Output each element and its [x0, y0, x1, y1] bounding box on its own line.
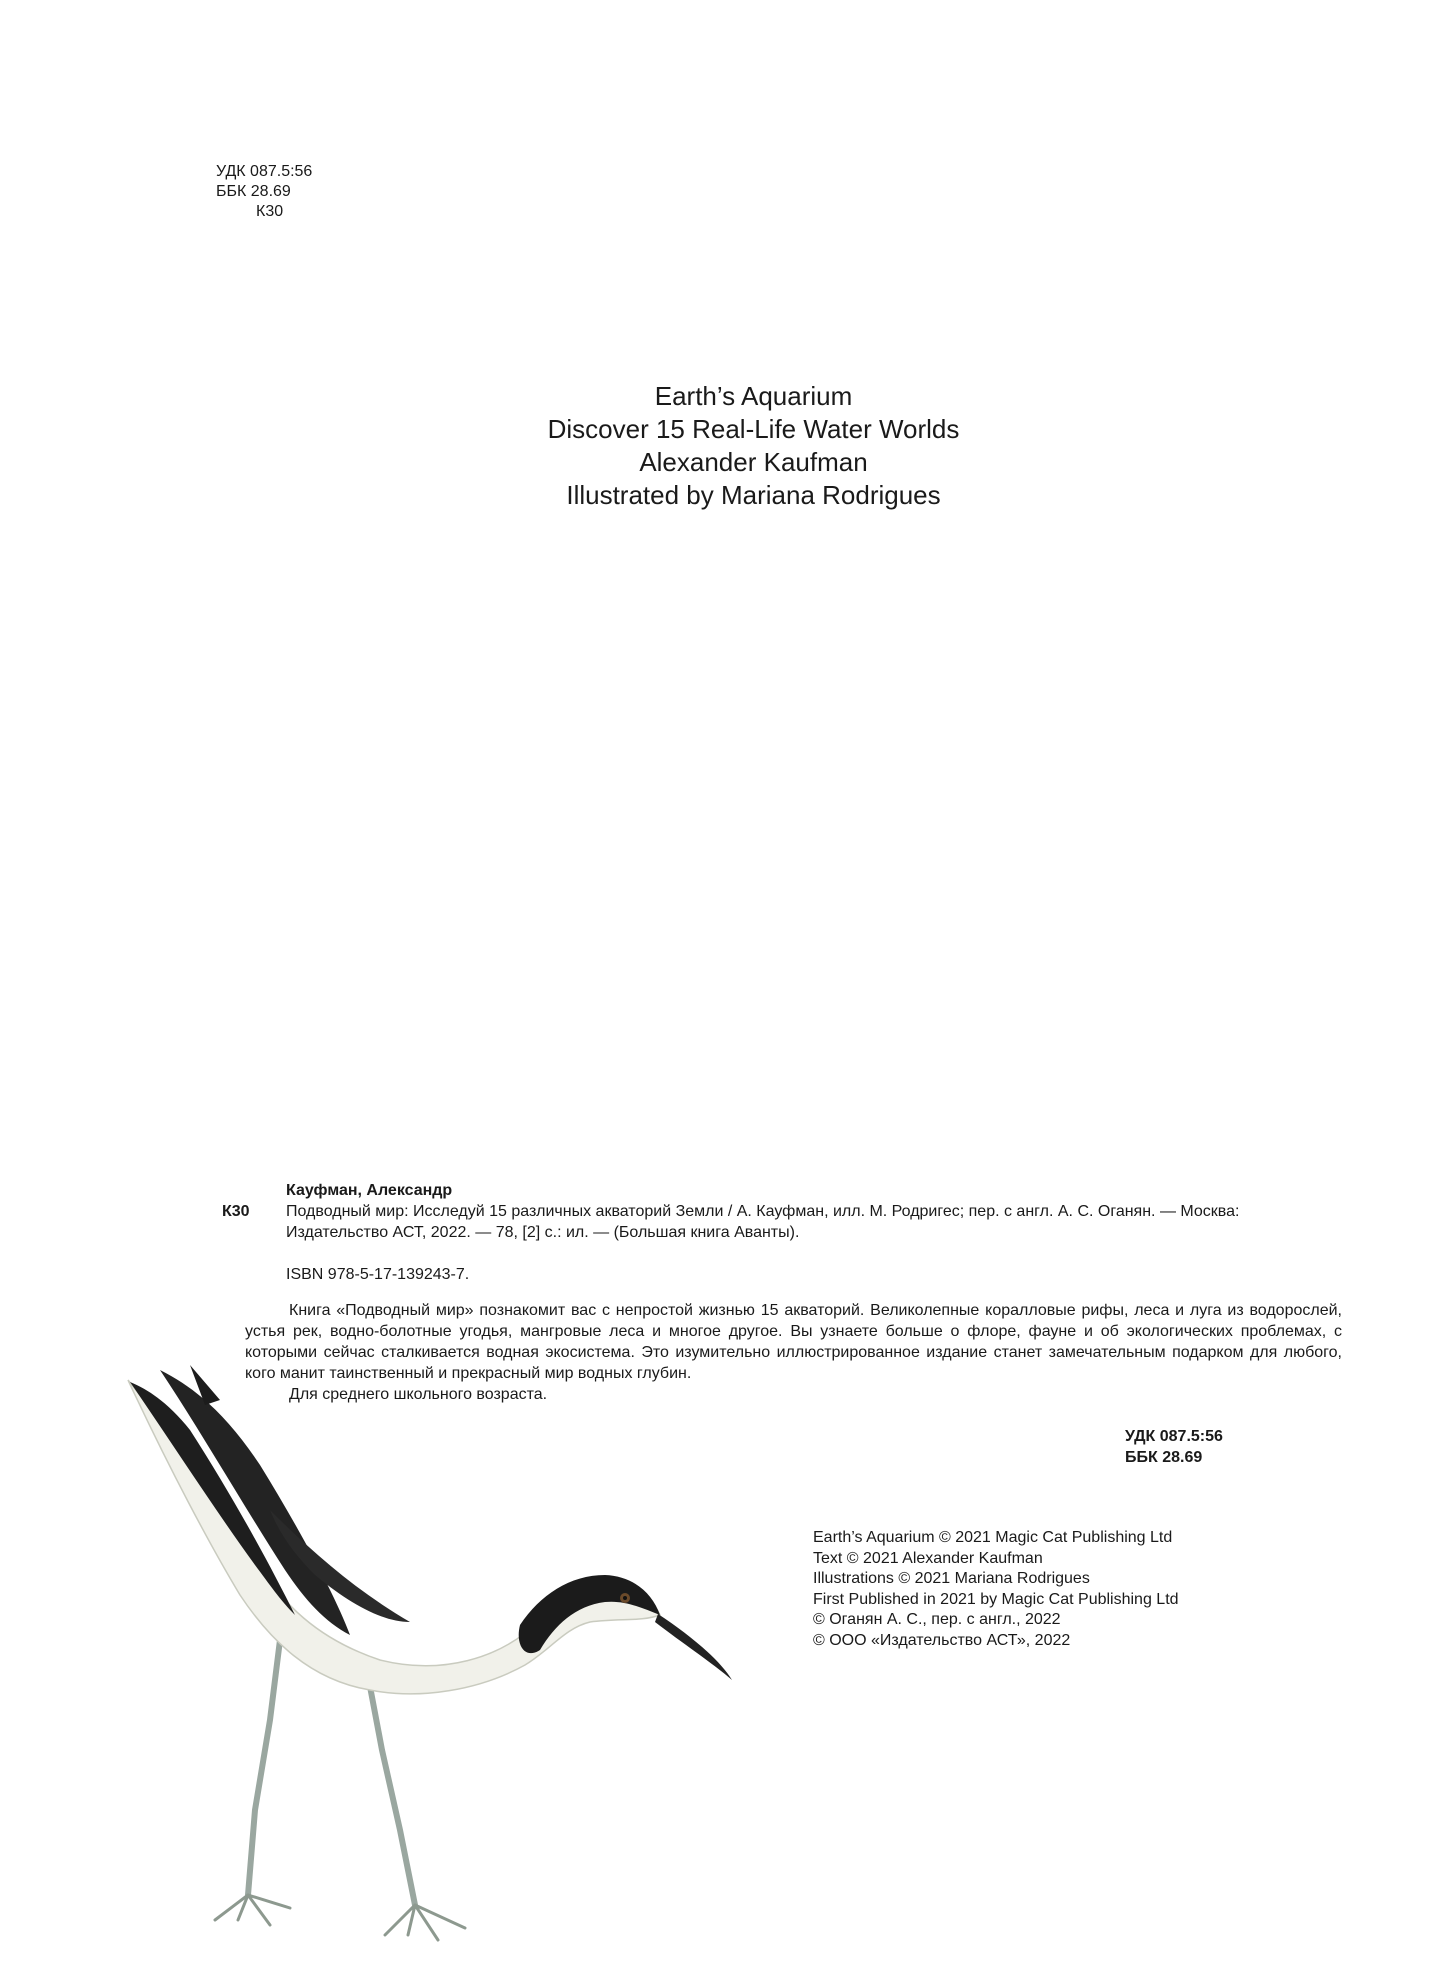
isbn: ISBN 978-5-17-139243-7. [286, 1266, 470, 1283]
copyright-line: © ООО «Издательство АСТ», 2022 [813, 1631, 1071, 1649]
top-udk-line: УДК 087.5:56 [216, 163, 313, 180]
bottom-bbk-line: ББК 28.69 [1125, 1449, 1203, 1466]
copyright-line: Illustrations © 2021 Mariana Rodrigues [813, 1570, 1090, 1587]
copyright-line: Earth’s Aquarium © 2021 Magic Cat Publishing Ltd [813, 1529, 1173, 1546]
top-bbk-line: ББК 28.69 [216, 183, 291, 200]
original-illustrator: Illustrated by Mariana Rodrigues [566, 480, 941, 510]
avocet-bird-illustration [120, 1360, 740, 1960]
top-classification [216, 162, 312, 222]
original-title-block [0, 380, 1447, 512]
catalog-description: Подводный мир: Исследуй 15 различных акваторий Земли / А. Кауфман, илл. М. Родригес; пер. с англ. А. С. Оганян. — Москва: Издательство АСТ, 2022. — 78, [2] с.: ил. — (Большая книга Аванты). [286, 1203, 1240, 1241]
original-subtitle: Discover 15 Real-Life Water Worlds [547, 414, 960, 444]
original-title: Earth’s Aquarium [654, 381, 853, 411]
copyright-line: © Оганян А. С., пер. с англ., 2022 [813, 1611, 1061, 1628]
original-author: Alexander Kaufman [639, 447, 868, 477]
copyright-line: Text © 2021 Alexander Kaufman [813, 1549, 1043, 1567]
bottom-classification [1125, 1426, 1223, 1468]
bottom-udk-line: УДК 087.5:56 [1125, 1428, 1223, 1445]
catalog-author-mark: К30 [222, 1203, 250, 1220]
catalog-author: Кауфман, Александр [286, 1182, 453, 1199]
top-author-mark: К30 [256, 203, 284, 220]
copyright-line: First Published in 2021 by Magic Cat Publishing Ltd [813, 1590, 1179, 1608]
annotation-paragraph: Книга «Подводный мир» познакомит вас с непростой жизнью 15 акваторий. Великолепные коралловые рифы, леса и луга из водорослей, устья рек, водно-болотные угодья, мангровые леса и многое другое. Вы узнаете больше о флоре, фауне и об экологических проблемах, с которыми сейчас сталкивается водная экосистема. Это изумительно иллюстрированное издание станет замечательным подарком для любого, кого манит таинственный и прекрасный мир водных глубин. [245, 1302, 1342, 1382]
age-note: Для среднего школьного возраста. [289, 1386, 548, 1403]
copyright-block [813, 1528, 1179, 1651]
